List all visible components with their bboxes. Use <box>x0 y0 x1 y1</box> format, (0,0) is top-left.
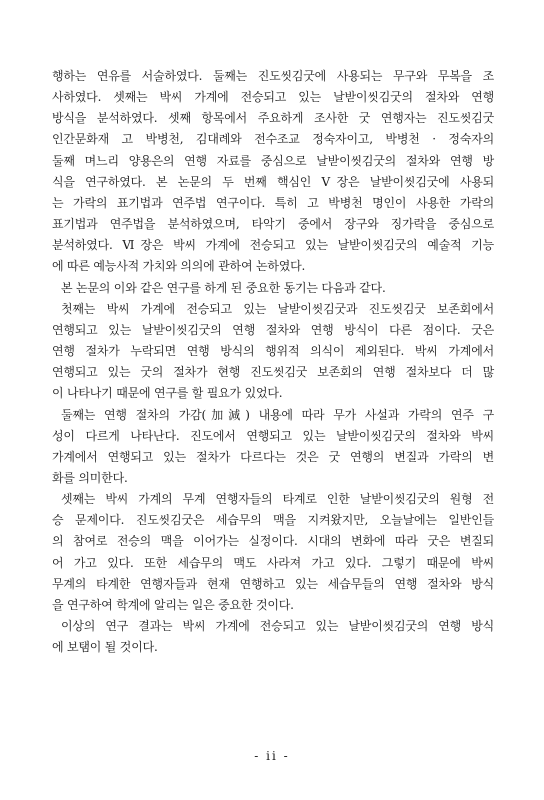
text-line: 연행 절차가 누락되면 연행 방식의 행위적 의식이 제외된다. 박씨 가계에서 <box>52 344 494 359</box>
text-line: 첫째는 박씨 가계에 전승되고 있는 날받이씻김굿과 진도씻김굿 보존회에서 <box>61 301 494 316</box>
text-line: 식을 연구하였다. 본 논문의 두 번째 핵심인 Ⅴ장은 날받이씻김굿에 사용되 <box>52 174 494 189</box>
page-number: - ii - <box>254 749 290 763</box>
text-line: 무계의 타계한 연행자들과 현재 연행하고 있는 세습무들의 연행 절차와 방식 <box>52 576 494 591</box>
text-line: 분석하였다. Ⅵ장은 박씨 가계에 전승되고 있는 날받이씻김굿의 예술적 기능 <box>52 238 494 253</box>
text-line: 셋째는 박씨 가계의 무계 연행자들의 타계로 인한 날받이씻김굿의 원형 전 <box>61 492 494 507</box>
paragraph-first-reason <box>52 299 494 405</box>
text-line: 이상의 연구 결과는 박씨 가계에 전승되고 있는 날받이씻김굿의 연행 방식 <box>61 619 494 634</box>
text-line: 둘째 며느리 양용은의 연행 자료를 중심으로 날받이씻김굿의 절차와 연행 방 <box>52 153 494 168</box>
paragraph-chapter-summary <box>52 66 494 278</box>
text-line: 이 나타나기 때문에 연구를 할 필요가 있었다. <box>52 386 283 401</box>
text-line: 행하는 연유를 서술하였다. 둘째는 진도씻김굿에 사용되는 무구와 무복을 조 <box>52 69 494 83</box>
text-line: 을 연구하여 학계에 알리는 일은 중요한 것이다. <box>52 597 294 612</box>
text-line: 연행되고 있는 굿의 절차가 현행 진도씻김굿 보존회의 연행 절차보다 더 많 <box>52 365 494 380</box>
paragraph-motivation-intro <box>52 278 494 299</box>
text-line: 가계에서 연행되고 있는 절차가 다르다는 것은 굿 연행의 변질과 가락의 변 <box>52 449 494 464</box>
paragraph-second-reason <box>52 405 494 490</box>
text-line: 본 논문의 이와 같은 연구를 하게 된 중요한 동기는 다음과 같다. <box>61 280 386 295</box>
paragraph-conclusion <box>52 616 494 658</box>
text-line: 의 참여로 전승의 맥을 이어가는 실정이다. 시대의 변화에 따라 굿은 변질되 <box>52 534 494 549</box>
text-line: 화를 의미한다. <box>52 470 128 485</box>
text-line: 승 문제이다. 진도씻김굿은 세습무의 맥을 지켜왔지만, 오늘날에는 일반인들 <box>52 513 494 528</box>
text-line: 에 보탬이 될 것이다. <box>52 640 158 655</box>
text-line: 성이 다르게 나타난다. 진도에서 연행되고 있는 날받이씻김굿의 절차와 박씨 <box>52 428 494 443</box>
document-body <box>52 66 494 658</box>
text-line: 연행되고 있는 날받이씻김굿의 연행 절차와 연행 방식이 다른 점이다. 굿은 <box>52 322 494 337</box>
text-line: 어 가고 있다. 또한 세습무의 맥도 사라져 가고 있다. 그렇기 때문에 박씨 <box>52 555 494 570</box>
text-line: 는 가락의 표기법과 연주법 연구이다. 특히 고 박병천 명인이 사용한 가락의 <box>52 195 494 210</box>
text-line: 방식을 분석하였다. 셋째 항목에서 주요하게 조사한 굿 연행자는 진도씻김굿 <box>52 111 494 126</box>
text-line: 표기법과 연주법을 분석하였으며, 타악기 중에서 장구와 징가락을 중심으로 <box>52 217 494 232</box>
text-line: 둘째는 연행 절차의 가감(加減) 내용에 따라 무가 사설과 가락의 연주 구 <box>61 407 494 422</box>
text-line: 사하였다. 셋째는 박씨 가계에 전승되고 있는 날받이씻김굿의 절차와 연행 <box>52 90 494 105</box>
paragraph-third-reason <box>52 489 494 616</box>
text-line: 인간문화재 고 박병천, 김대례와 전수조교 정숙자이고, 박병천 · 정숙자의 <box>52 132 494 147</box>
text-line: 에 따른 예능사적 가치와 의의에 관하여 논하였다. <box>52 259 306 274</box>
